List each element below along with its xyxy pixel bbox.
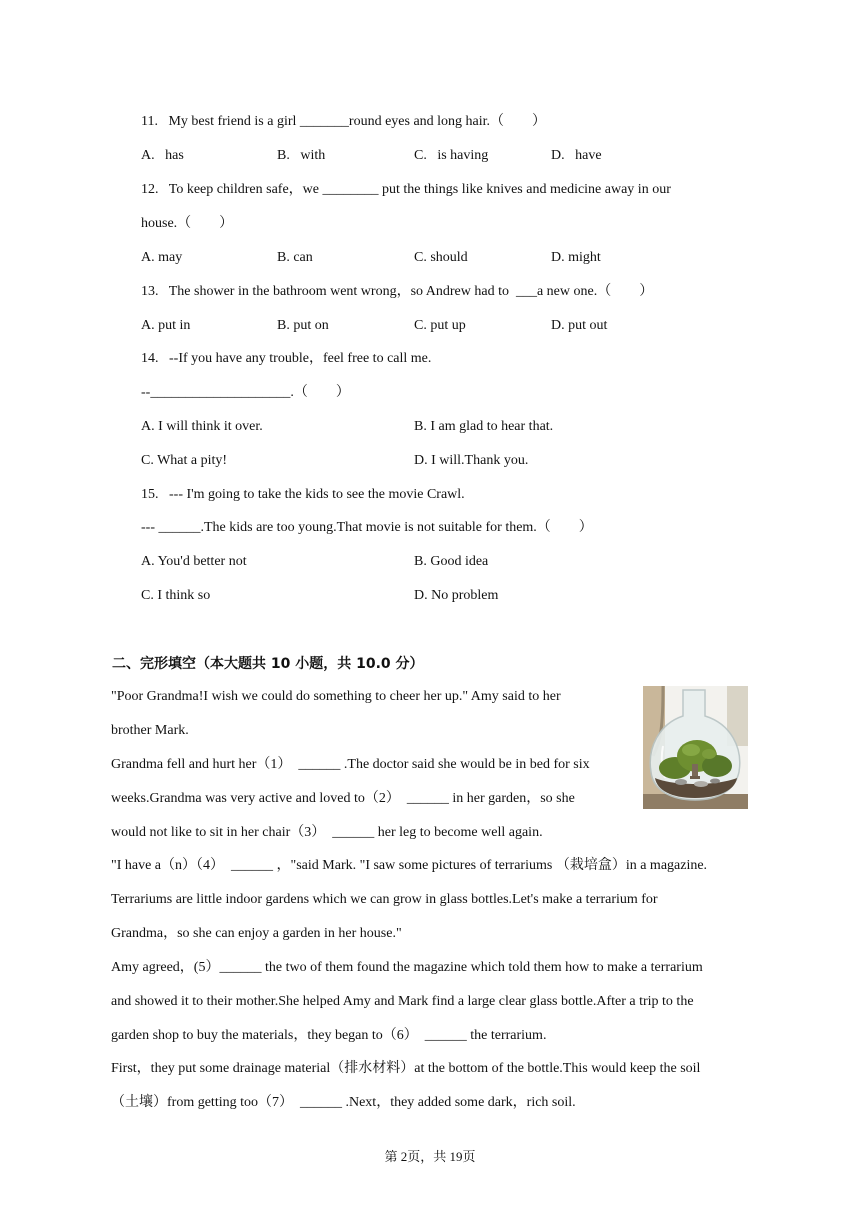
question-stem-continued: house.（ ）: [141, 216, 234, 231]
option-b: B. can: [277, 250, 313, 265]
option-c: C. should: [414, 250, 468, 265]
option-a: A. has: [141, 148, 184, 163]
option-a: A. You'd better not: [141, 554, 247, 569]
option-c: C. I think so: [141, 588, 211, 603]
option-c: C. is having: [414, 148, 489, 163]
question-stem-continued: --- ______.The kids are too young.That movie is not suitable for them.（ ）: [141, 520, 593, 535]
question-stem: 13. The shower in the bathroom went wrong，so Andrew had to ___a new one.（ ）: [141, 284, 654, 299]
passage-line: Amy agreed，(5）______ the two of them found the magazine which told them how to make a terrarium: [111, 960, 703, 975]
question-stem: 11. My best friend is a girl _______round eyes and long hair.（ ）: [141, 114, 547, 129]
option-a: A. may: [141, 250, 183, 265]
option-b: B. with: [277, 148, 326, 163]
passage-line: （土壤）from getting too（7） ______ .Next，they added some dark，rich soil.: [111, 1095, 576, 1110]
passage-line: and showed it to their mother.She helped Amy and Mark find a large clear glass bottle.After a trip to the: [111, 994, 694, 1009]
passage-line: First，they put some drainage material（排水材料）at the bottom of the bottle.This would keep the soil: [111, 1061, 701, 1076]
option-c: C. What a pity!: [141, 453, 228, 468]
option-c: C. put up: [414, 318, 466, 333]
question-stem: 15. --- I'm going to take the kids to see the movie Crawl.: [141, 487, 465, 502]
passage-line: brother Mark.: [111, 723, 189, 738]
passage-line: "I have a（n）（4） ______ ，"said Mark. "I saw some pictures of terrariums （栽培盒）in a magazine.: [111, 858, 708, 873]
question-stem: 12. To keep children safe，we ________ put the things like knives and medicine away in our: [141, 182, 671, 197]
option-d: D. I will.Thank you.: [414, 453, 529, 468]
section-title: 二、完形填空（本大题共 10 小题，共 10.0 分）: [112, 656, 424, 672]
question-stem: 14. --If you have any trouble，feel free to call me.: [141, 351, 432, 366]
page-footer: 第 2页，共 19页: [384, 1149, 476, 1164]
passage-line: weeks.Grandma was very active and loved to（2） ______ in her garden，so she: [111, 791, 575, 806]
passage-line: Grandma，so she can enjoy a garden in her house.": [111, 926, 402, 941]
option-a: A. I will think it over.: [141, 419, 263, 434]
option-b: B. I am glad to hear that.: [414, 419, 554, 434]
passage-line: "Poor Grandma!I wish we could do something to cheer her up." Amy said to her: [111, 689, 561, 704]
option-d: D. No problem: [414, 588, 499, 603]
option-b: B. put on: [277, 318, 329, 333]
option-d: D. might: [551, 250, 601, 265]
terrarium-illustration: [643, 686, 748, 809]
passage-line: Grandma fell and hurt her（1） ______ .The doctor said she would be in bed for six: [111, 757, 590, 772]
passage-line: garden shop to buy the materials，they began to（6） ______ the terrarium.: [111, 1028, 547, 1043]
option-a: A. put in: [141, 318, 191, 333]
passage-line: Terrariums are little indoor gardens which we can grow in glass bottles.Let's make a terrarium for: [111, 892, 658, 907]
terrarium-image: [643, 686, 748, 809]
passage-line: would not like to sit in her chair（3） ______ her leg to become well again.: [111, 825, 543, 840]
option-d: D. have: [551, 148, 602, 163]
option-d: D. put out: [551, 318, 608, 333]
option-b: B. Good idea: [414, 554, 489, 569]
question-stem-continued: --____________________.（ ）: [141, 385, 350, 400]
